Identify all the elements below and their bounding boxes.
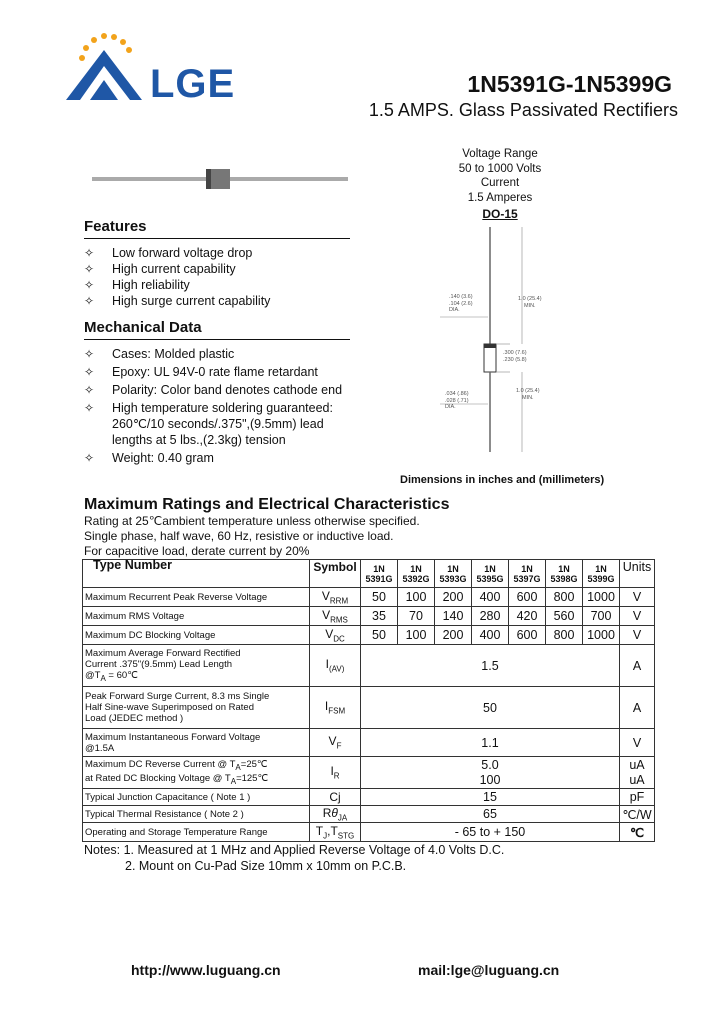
brand-name: LGE — [150, 62, 236, 106]
diamond-bullet-icon: ✧ — [84, 365, 95, 379]
dim-body-length: .300 (7.6) .230 (5.8) — [503, 350, 527, 363]
dimensions-caption: Dimensions in inches and (millimeters) — [400, 474, 605, 486]
table-row: Peak Forward Surge Current, 8.3 ms Single Half Sine-wave Superimposed on Rated Load (JEDEC method ) $I_{FSM}$ 50 A — [83, 687, 655, 729]
list-item: ✧ Low forward voltage drop — [84, 246, 253, 260]
col-type-number: Type Number — [83, 560, 310, 588]
diamond-bullet-icon: ✧ — [84, 383, 95, 397]
diamond-bullet-icon: ✧ — [84, 347, 95, 361]
package-name: DO-15 — [482, 207, 518, 221]
col-part: 1N 5398G — [546, 560, 583, 588]
dimension-drawing — [440, 222, 560, 472]
features-heading: Features — [84, 218, 350, 239]
table-row: Maximum Average Forward Rectified Current .375"(9.5mm) Lead Length $@T_A$ = 60℃ $I_{(AV)}$ 1.5 A — [83, 645, 655, 687]
diamond-bullet-icon: ✧ — [84, 401, 95, 415]
diamond-bullet-icon: ✧ — [84, 246, 95, 260]
features-list — [84, 245, 270, 309]
dim-lead-dia: .140 (3.6) .104 (2.6) DIA. — [449, 294, 473, 313]
mechanical-heading: Mechanical Data — [84, 319, 350, 340]
diamond-bullet-icon: ✧ — [84, 262, 95, 276]
list-item: ✧ High reliability — [84, 278, 190, 292]
list-item: ✧ High surge current capability — [84, 294, 271, 308]
col-part: 1N 5397G — [509, 560, 546, 588]
table-row: Typical Thermal Resistance ( Note 2 ) $R\theta_{JA}$ 65 ℃/W — [83, 806, 655, 823]
table-notes: Notes: 1. Measured at 1 MHz and Applied Reverse Voltage of 4.0 Volts D.C. 2. Mount on Cu-Pad Size 10mm x 10mm on P.C.B. — [84, 843, 505, 873]
table-row: Maximum DC Blocking Voltage $V_{DC}$ 50 100 200 400 600 800 1000 V — [83, 626, 655, 645]
voltage-range-label: Voltage Range — [462, 148, 538, 160]
dim-lead-length: 1.0 (25.4) MIN. — [518, 296, 542, 309]
mechanical-list — [84, 346, 342, 468]
col-symbol: Symbol — [310, 560, 361, 588]
ratings-table — [82, 559, 655, 842]
col-part: 1N 5399G — [583, 560, 620, 588]
list-item: ✧ High current capability — [84, 262, 236, 276]
table-row: Typical Junction Capacitance ( Note 1 ) Cj 15 pF — [83, 789, 655, 806]
diamond-bullet-icon: ✧ — [84, 294, 95, 308]
list-item: ✧ Polarity: Color band denotes cathode end — [84, 383, 343, 397]
col-part: 1N 5395G — [472, 560, 509, 588]
current-value: 1.5 Amperes — [467, 191, 533, 204]
list-item: ✧ Cases: Molded plastic — [84, 347, 235, 361]
col-part: 1N 5393G — [435, 560, 472, 588]
col-part: 1N 5392G — [398, 560, 435, 588]
logo-triangle — [66, 50, 142, 100]
table-row: Maximum Recurrent Peak Reverse Voltage $V_{RRM}$ 50 100 200 400 600 800 1000 V — [83, 588, 655, 607]
table-header-row — [83, 560, 655, 588]
ratings-heading: Maximum Ratings and Electrical Characteristics — [84, 496, 450, 513]
diamond-bullet-icon: ✧ — [84, 278, 95, 292]
ratings-conditions: Rating at 25℃ambient temperature unless otherwise specified. Single phase, half wave, 60 Hz, resistive or inductive load. For capacitive load, derate current by 20% — [84, 514, 420, 558]
dim-lead-length-bottom: 1.0 (25.4) MIN. — [516, 388, 540, 401]
voltage-range-value: 50 to 1000 Volts — [458, 162, 542, 175]
list-item: ✧ Epoxy: UL 94V-0 rate flame retardant — [84, 365, 318, 379]
specs-block — [430, 147, 570, 222]
dim-wire-dia: .034 (.86) .028 (.71) DIA. — [445, 391, 469, 410]
page-title: 1N5391G-1N5399G — [467, 71, 672, 97]
diamond-bullet-icon: ✧ — [84, 451, 95, 465]
col-units: Units — [620, 560, 655, 588]
list-item: ✧ High temperature soldering guaranteed: 260℃/10 seconds/.375",(9.5mm) lead lengths at 5 lbs.,(2.3kg) tension — [84, 401, 333, 447]
diode-image — [90, 165, 350, 195]
current-label: Current — [480, 177, 520, 189]
logo-mark — [62, 28, 150, 104]
list-item: ✧ Weight: 0.40 gram — [84, 451, 214, 465]
footer-website[interactable]: http://www.luguang.cn — [131, 962, 281, 978]
table-row: Maximum Instantaneous Forward Voltage @1.5A $V_F$ 1.1 V — [83, 729, 655, 757]
footer-email[interactable]: mail:lge@luguang.cn — [418, 962, 560, 978]
page-subtitle: 1.5 AMPS. Glass Passivated Rectifiers — [368, 100, 678, 120]
table-row: Operating and Storage Temperature Range $T_J,T_{STG}$ - 65 to + 150 ℃ — [83, 823, 655, 842]
table-row: Maximum RMS Voltage $V_{RMS}$ 35 70 140 280 420 560 700 V — [83, 607, 655, 626]
col-part: 1N 5391G — [361, 560, 398, 588]
table-row: Maximum DC Reverse Current @ $T_A=25℃$ at Rated DC Blocking Voltage @ $T_A=125℃$ $I_R$ 5.0 100 uA uA — [83, 757, 655, 789]
